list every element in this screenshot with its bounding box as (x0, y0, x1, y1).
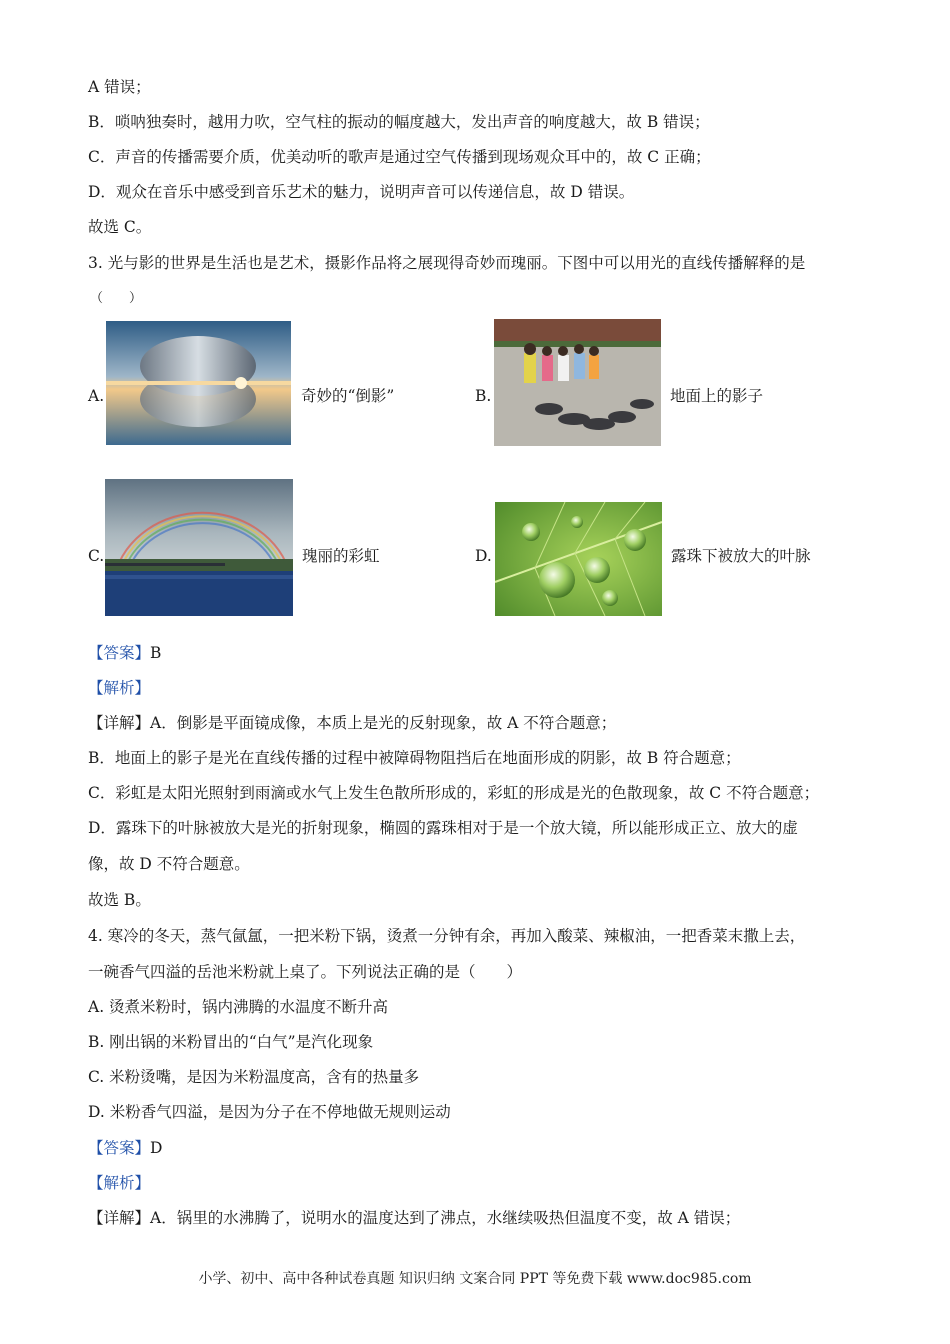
option-b: B. 刚出锅的米粉冒出的“白气”是汽化现象 (88, 1033, 374, 1051)
text-line: D．露珠下的叶脉被放大是光的折射现象，椭圆的露珠相对于是一个放大镜，所以能形成正立、放大的虚 (88, 819, 798, 837)
photo-leaf-drops (495, 502, 662, 616)
text-line: D．观众在音乐中感受到音乐艺术的魅力，说明声音可以传递信息，故 D 错误。 (88, 183, 635, 201)
photo-rainbow (105, 479, 293, 616)
detail-text: A．倒影是平面镜成像，本质上是光的反射现象，故 A 不符合题意； (150, 714, 617, 732)
answer-paren: （ ） (90, 291, 143, 306)
text-line: C．声音的传播需要介质，优美动听的歌声是通过空气传播到现场观众耳中的，故 C 正确； (88, 148, 711, 166)
detail-line (88, 1207, 740, 1229)
option-c-caption: 瑰丽的彩虹 (302, 547, 380, 565)
detail-line (88, 712, 616, 734)
option-d-caption: 露珠下被放大的叶脉 (671, 547, 811, 565)
option-a: A. 烫煮米粉时，锅内沸腾的水温度不断升高 (88, 998, 389, 1016)
option-b-label: B. (475, 387, 492, 405)
answer-line (88, 642, 161, 664)
text-line: B．唢呐独奏时，越用力吹，空气柱的振动的幅度越大，发出声音的响度越大，故 B 错误； (88, 113, 710, 131)
photo-reflection (106, 321, 291, 445)
option-c: C. 米粉烫嘴，是因为米粉温度高，含有的热量多 (88, 1068, 420, 1086)
text-line: C．彩虹是太阳光照射到雨滴或水气上发生色散所形成的，彩虹的形成是光的色散现象，故 C 不符合题意； (88, 784, 820, 802)
answer-tag: 【答案】 (88, 644, 151, 662)
text-line: 故选 C。 (88, 218, 152, 236)
option-d-label: D. (475, 547, 492, 565)
detail-text: A．锅里的水沸腾了，说明水的温度达到了沸点，水继续吸热但温度不变，故 A 错误； (150, 1209, 741, 1227)
page-footer: 小学、初中、高中各种试卷真题 知识归纳 文案合同 PPT 等免费下载 www.doc985.com (198, 1271, 752, 1287)
question-4-stem: 一碗香气四溢的岳池米粉就上桌了。下列说法正确的是（ ） (88, 963, 523, 981)
text-line: B．地面上的影子是光在直线传播的过程中被障碍物阻挡后在地面形成的阴影，故 B 符合题意； (88, 749, 741, 767)
option-a-label: A. (88, 387, 105, 405)
detail-tag: 【详解】 (88, 1209, 151, 1227)
question-3-stem: 3. 光与影的世界是生活也是艺术，摄影作品将之展现得奇妙而瑰丽。下图中可以用光的直线传播解释的是 (88, 254, 806, 272)
option-c-label: C. (88, 547, 105, 565)
analysis-tag: 【解析】 (88, 1174, 151, 1192)
photo-shadows (494, 319, 661, 446)
answer-value: D (150, 1139, 163, 1157)
detail-tag: 【详解】 (88, 714, 151, 732)
text-line: 故选 B。 (88, 891, 151, 909)
text-line: A 错误； (88, 78, 151, 96)
option-b-caption: 地面上的影子 (670, 387, 764, 405)
answer-line (88, 1137, 162, 1159)
answer-tag: 【答案】 (88, 1139, 151, 1157)
analysis-tag: 【解析】 (88, 679, 151, 697)
text-line: 像，故 D 不符合题意。 (88, 855, 250, 873)
option-d: D. 米粉香气四溢，是因为分子在不停地做无规则运动 (88, 1103, 451, 1121)
answer-value: B (150, 644, 162, 662)
question-4-stem: 4. 寒冷的冬天，蒸气氤氲，一把米粉下锅，烫煮一分钟有余，再加入酸菜、辣椒油，一把香菜末撒上去， (88, 927, 806, 945)
option-a-caption: 奇妙的“倒影” (301, 387, 395, 405)
